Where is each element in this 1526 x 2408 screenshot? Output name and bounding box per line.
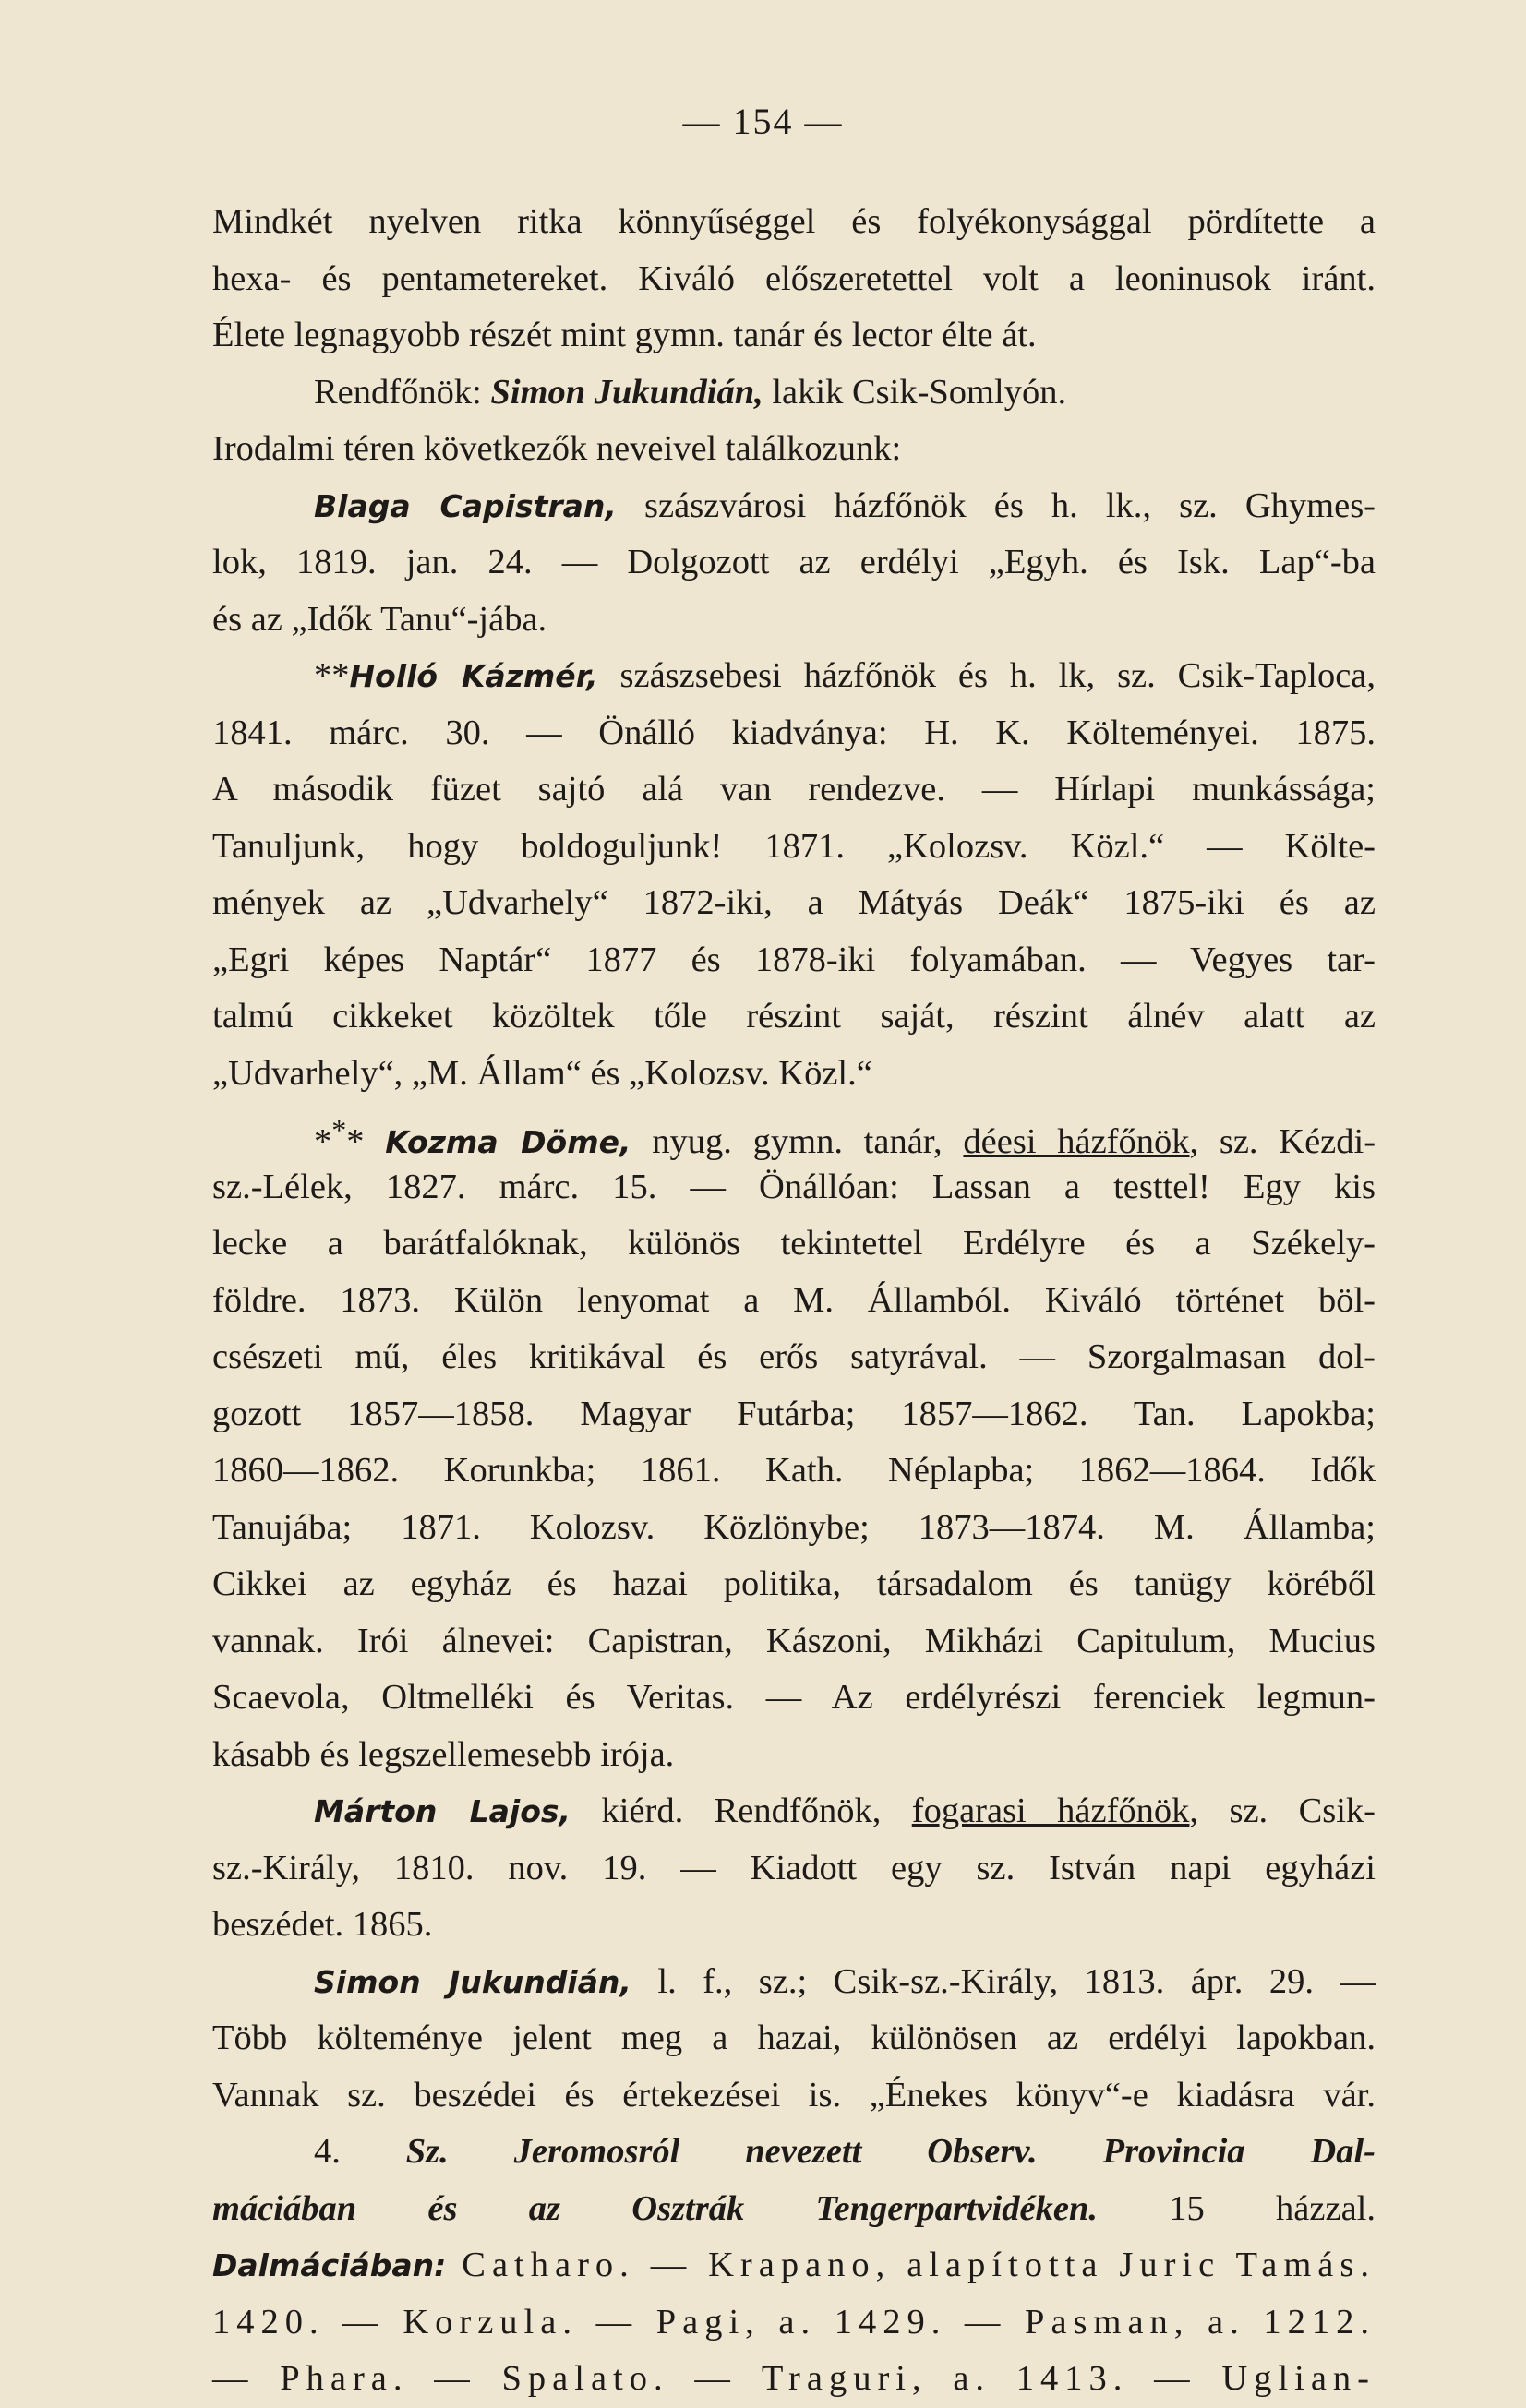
text-line: hexa- és pentametereket. Kiváló előszeretettel volt a leoninusok iránt. — [212, 258, 1376, 298]
text-line: Mindkét nyelven ritka könnyűséggel és folyékonysággal pördítette a — [212, 202, 1376, 241]
text-line: A második füzet sajtó alá van rendezve. — Hírlapi munkássága; — [212, 770, 1376, 809]
text-line: „Egri képes Naptár“ 1877 és 1878-iki folyamában. — Vegyes tar- — [212, 940, 1376, 979]
person-name: Márton Lajos, — [314, 1793, 571, 1829]
text-line: mények az „Udvarhely“ 1872-iki, a Mátyás Deák“ 1875-iki és az — [212, 883, 1376, 922]
text-fragment: Catharo. — Krapano, alapította Juric Tamás. — [446, 2246, 1376, 2284]
text-fragment: 15 házzal. — [1098, 2188, 1376, 2228]
text-line: Több költeménye jelent meg a hazai, különösen az erdélyi lapokban. — [212, 2019, 1376, 2057]
text-fragment: lakik Csik-Somlyón. — [763, 372, 1067, 412]
text-fragment: szászsebesi házfőnök és h. lk, sz. Csik-Taploca, — [597, 656, 1376, 695]
text-line: csészeti mű, éles kritikával és erős satyrával. — Szorgalmasan dol- — [212, 1337, 1376, 1376]
text-line: 1841. márc. 30. — Önálló kiadványa: H. K. Költeményei. 1875. — [212, 713, 1376, 752]
section-number: 4. — [314, 2132, 406, 2171]
text-line: sz.-Lélek, 1827. márc. 15. — Önállóan: Lassan a testtel! Egy kis — [212, 1167, 1376, 1206]
asterisk-mark: *** — [314, 1113, 365, 1161]
page-number: — 154 — — [682, 101, 844, 142]
text-line: beszédet. 1865. — [212, 1905, 433, 1944]
section-heading-line — [212, 2124, 1376, 2181]
text-fragment: nyug. gymn. tanár, — [631, 1121, 964, 1161]
text-line: lok, 1819. jan. 24. — Dolgozott az erdélyi „Egyh. és Isk. Lap“-ba — [212, 543, 1376, 581]
text-line: Irodalmi téren következők neveivel találkozunk: — [212, 429, 902, 468]
person-name: Blaga Capistran, — [314, 487, 617, 524]
text-line: gozott 1857—1858. Magyar Futárba; 1857—1862. Tan. Lapokba; — [212, 1394, 1376, 1433]
text-line — [212, 2237, 1376, 2294]
label-rendfonok: Rendfőnök: — [314, 372, 491, 412]
text-fragment: kiérd. Rendfőnök, — [571, 1791, 912, 1830]
section-heading-line — [212, 2181, 1376, 2238]
text-line: Scaevola, Oltmelléki és Veritas. — Az erdélyrészi ferenciek legmun- — [212, 1678, 1376, 1717]
region-label: Dalmáciában: — [212, 2247, 447, 2283]
text-line: lecke a barátfalóknak, különös tekintettel Erdélyre és a Székely- — [212, 1224, 1376, 1263]
text-line: Vannak sz. beszédei és értekezései is. „Énekes könyv“-e kiadásra vár. — [212, 2075, 1376, 2114]
entry-line — [212, 1783, 1376, 1840]
text-line: kásabb és legszellemesebb irója. — [212, 1734, 675, 1774]
text-line: sz.-Király, 1810. nov. 19. — Kiadott egy sz. István napi egyházi — [212, 1848, 1376, 1887]
text-fragment: , sz. Kézdi- — [1189, 1121, 1376, 1161]
text-line: Cikkei az egyház és hazai politika, társadalom és tanügy köréből — [212, 1564, 1376, 1603]
text-fragment: szászvárosi házfőnök és h. lk., sz. Ghymes- — [616, 485, 1376, 525]
text-line: földre. 1873. Külön lenyomat a M. Államból. Kiváló történet böl- — [212, 1280, 1376, 1320]
text-line: Tanujába; 1871. Kolozsv. Közlönybe; 1873—1874. M. Államba; — [212, 1507, 1376, 1547]
text-line: talmú cikkeket közöltek tőle részint saját, részint álnév alatt az — [212, 997, 1376, 1036]
text-line: vannak. Irói álnevei: Capistran, Kászoni, Mikházi Capitulum, Mucius — [212, 1621, 1376, 1660]
text-line: „Udvarhely“, „M. Állam“ és „Kolozsv. Közl.“ — [212, 1053, 872, 1093]
underlined-text: déesi házfőnök — [963, 1121, 1190, 1161]
section-heading: máciában és az Osztrák Tengerpartvidéken. — [212, 2188, 1098, 2228]
body-text — [212, 194, 1376, 2408]
section-heading: Sz. Jeromosról nevezett Observ. Provincia Dal- — [405, 2132, 1376, 2171]
asterisk-mark: ** — [314, 656, 350, 695]
entry-line — [212, 1954, 1376, 2011]
text-line: 1420. — Korzula. — Pagi, a. 1429. — Pasman, a. 1212. — [212, 2302, 1376, 2342]
person-name: Simon Jukundián, — [314, 1963, 631, 2000]
text-line: — Phara. — Spalato. — Traguri, a. 1413. — Uglian- — [212, 2359, 1376, 2398]
underlined-text: fogarasi házfőnök — [911, 1791, 1190, 1830]
text-line: Tanuljunk, hogy boldoguljunk! 1871. „Kolozsv. Közl.“ — Költe- — [212, 826, 1376, 866]
entry-line — [212, 1102, 1376, 1159]
person-name: Simon Jukundián, — [490, 372, 763, 412]
text-line: 1860—1862. Korunkba; 1861. Kath. Néplapba; 1862—1864. Idők — [212, 1451, 1376, 1490]
text-line: és az „Idők Tanu“-jába. — [212, 599, 547, 639]
person-name: Holló Kázmér, — [349, 658, 598, 694]
text-fragment: , sz. Csik- — [1189, 1791, 1376, 1830]
person-name: Kozma Döme, — [385, 1123, 631, 1160]
text-fragment: l. f., sz.; Csik-sz.-Király, 1813. ápr. 29. — — [631, 1961, 1376, 2001]
text-line: Élete legnagyobb részét mint gymn. tanár és lector élte át. — [212, 316, 1037, 354]
entry-line — [212, 478, 1376, 535]
entry-line — [212, 648, 1376, 705]
text-line — [212, 365, 1376, 422]
